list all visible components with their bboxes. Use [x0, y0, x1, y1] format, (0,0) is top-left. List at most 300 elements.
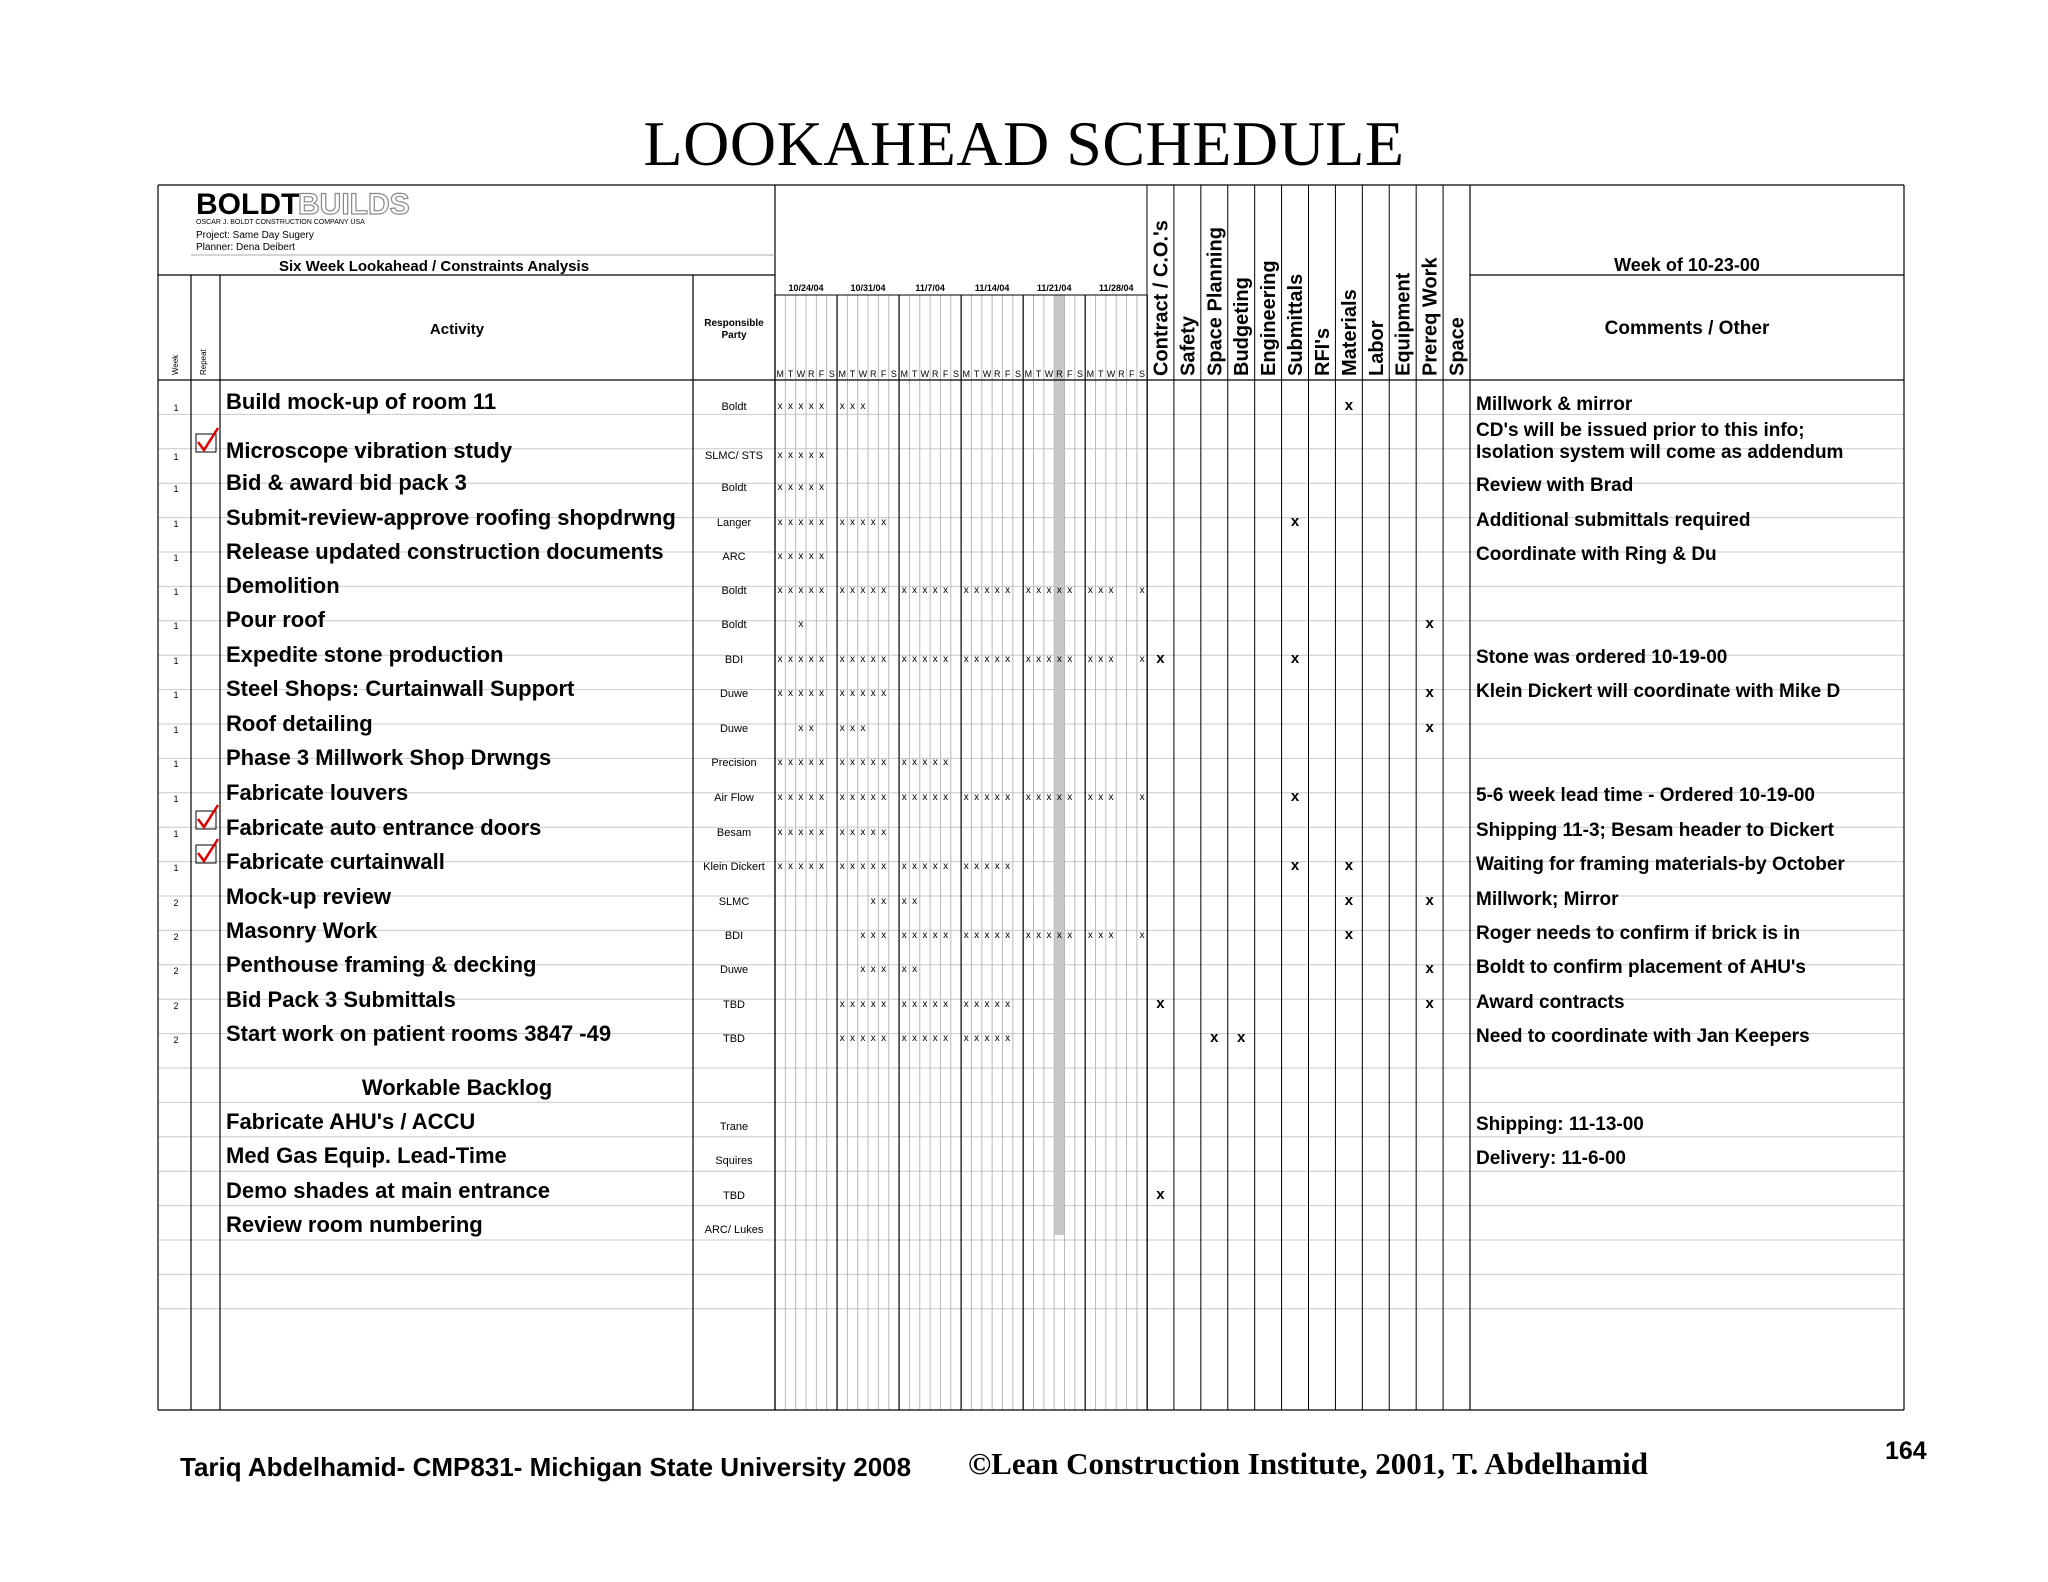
day-mark: x	[819, 861, 825, 872]
day-mark: x	[922, 757, 928, 768]
day-mark: x	[1108, 654, 1114, 665]
day-mark: x	[1025, 792, 1031, 803]
day-mark: x	[912, 896, 918, 907]
day-mark: x	[912, 930, 918, 941]
day-mark: x	[994, 792, 1000, 803]
day-mark: x	[788, 654, 794, 665]
day-mark: x	[808, 723, 814, 734]
day-mark: x	[808, 401, 814, 412]
responsible-party: TBD	[723, 1033, 745, 1045]
logo-builds: BUILDS	[298, 188, 410, 221]
row-week: 1	[173, 863, 179, 873]
day-mark: x	[808, 792, 814, 803]
day-mark: x	[788, 827, 794, 838]
day-mark: x	[963, 585, 969, 596]
day-mark: x	[798, 827, 804, 838]
party-header: Party	[721, 330, 747, 341]
day-mark: x	[901, 654, 907, 665]
planner-line: Planner: Dena Deibert	[196, 242, 295, 253]
day-mark: x	[850, 401, 856, 412]
row-week: 1	[173, 759, 179, 769]
day-mark: x	[932, 654, 938, 665]
constraint-mark: x	[1237, 1029, 1246, 1046]
day-mark: x	[777, 585, 783, 596]
day-mark: x	[870, 585, 876, 596]
day-mark: x	[777, 688, 783, 699]
day-mark: x	[974, 1033, 980, 1044]
day-mark: x	[798, 792, 804, 803]
day-mark: x	[839, 585, 845, 596]
responsible-party: Boldt	[721, 619, 747, 631]
day-mark: x	[1025, 585, 1031, 596]
page-number: 164	[1885, 1437, 1927, 1465]
day-letter: T	[1035, 369, 1042, 379]
page-title: LOOKAHEAD SCHEDULE	[643, 108, 1405, 179]
activity-name: Demolition	[226, 573, 340, 598]
day-letter: S	[890, 369, 897, 379]
activity-name: Bid & award bid pack 3	[226, 470, 467, 495]
day-mark: x	[984, 930, 990, 941]
day-mark: x	[860, 930, 866, 941]
day-mark: x	[850, 861, 856, 872]
day-mark: x	[819, 450, 825, 461]
day-mark: x	[1036, 585, 1042, 596]
day-letter: M	[1024, 369, 1033, 379]
day-mark: x	[974, 585, 980, 596]
constraint-header: Space	[1446, 317, 1469, 376]
day-letter: F	[1004, 369, 1011, 379]
day-mark: x	[777, 401, 783, 412]
day-mark: x	[881, 517, 887, 528]
backlog-comment: Delivery: 11-6-00	[1476, 1148, 1626, 1169]
day-letter: F	[818, 369, 825, 379]
day-mark: x	[901, 930, 907, 941]
day-mark: x	[870, 999, 876, 1010]
day-mark: x	[839, 1033, 845, 1044]
constraint-mark: x	[1344, 397, 1354, 414]
day-mark: x	[860, 585, 866, 596]
responsible-party: BDI	[724, 930, 744, 942]
day-mark: x	[932, 861, 938, 872]
backlog-activity: Med Gas Equip. Lead-Time	[226, 1143, 507, 1168]
day-mark: x	[1005, 930, 1011, 941]
day-mark: x	[943, 999, 949, 1010]
comment-text: Klein Dickert will coordinate with Mike D	[1476, 681, 1841, 702]
week-date: 11/21/04	[1036, 283, 1072, 293]
day-mark: x	[912, 999, 918, 1010]
day-mark: x	[850, 792, 856, 803]
day-letter: M	[776, 369, 784, 379]
comment-text: Roger needs to confirm if brick is in	[1476, 923, 1801, 944]
day-mark: x	[860, 401, 866, 412]
row-week: 2	[173, 966, 179, 976]
day-mark: x	[1036, 792, 1042, 803]
day-letter: S	[1139, 369, 1146, 379]
day-mark: x	[1139, 654, 1145, 665]
day-mark: x	[819, 827, 825, 838]
comment-text: Need to coordinate with Jan Keepers	[1476, 1026, 1810, 1047]
day-mark: x	[1046, 930, 1052, 941]
day-mark: x	[798, 450, 804, 461]
day-mark: x	[1025, 654, 1031, 665]
day-mark: x	[1139, 930, 1145, 941]
constraint-header: Submittals	[1285, 273, 1308, 376]
day-mark: x	[808, 450, 814, 461]
logo-boldt: BOLDT	[196, 188, 300, 221]
day-mark: x	[943, 861, 949, 872]
constraint-mark: x	[1156, 1186, 1165, 1203]
day-mark: x	[881, 585, 887, 596]
day-mark: x	[798, 688, 804, 699]
day-mark: x	[808, 482, 814, 493]
day-mark: x	[994, 585, 1000, 596]
day-mark: x	[963, 930, 969, 941]
day-mark: x	[777, 482, 783, 493]
day-mark: x	[1067, 585, 1073, 596]
responsible-party: Klein Dickert	[703, 861, 765, 873]
day-letter: W	[1106, 369, 1116, 379]
day-mark: x	[860, 517, 866, 528]
day-letter: W	[1044, 369, 1054, 379]
day-mark: x	[881, 861, 887, 872]
row-week: 1	[173, 621, 179, 631]
day-mark: x	[870, 930, 876, 941]
day-mark: x	[943, 585, 949, 596]
constraint-mark: x	[1290, 788, 1300, 805]
day-mark: x	[1067, 930, 1073, 941]
week-date: 10/24/04	[788, 283, 824, 293]
day-letter: F	[942, 369, 949, 379]
constraint-mark: x	[1290, 857, 1300, 874]
day-mark: x	[901, 999, 907, 1010]
day-mark: x	[912, 757, 918, 768]
day-mark: x	[1056, 930, 1062, 941]
constraint-mark: x	[1425, 615, 1434, 632]
day-mark: x	[974, 930, 980, 941]
day-mark: x	[788, 757, 794, 768]
day-mark: x	[777, 827, 783, 838]
activity-name: Microscope vibration study	[226, 438, 513, 463]
repeat-checkbox	[196, 805, 218, 829]
day-letter: M	[962, 369, 971, 379]
day-mark: x	[798, 619, 804, 630]
repeat-checkbox	[196, 839, 218, 863]
day-mark: x	[901, 792, 907, 803]
responsible-party: Duwe	[719, 688, 749, 700]
day-mark: x	[819, 654, 825, 665]
day-mark: x	[819, 517, 825, 528]
day-mark: x	[798, 401, 804, 412]
day-mark: x	[1087, 585, 1093, 596]
day-mark: x	[808, 861, 814, 872]
backlog-party: TBD	[723, 1190, 745, 1202]
day-mark: x	[788, 517, 794, 528]
comment-text: 5-6 week lead time - Ordered 10-19-00	[1476, 785, 1815, 806]
responsible-header: Responsible	[704, 318, 764, 329]
day-mark: x	[788, 861, 794, 872]
day-mark: x	[860, 688, 866, 699]
row-week: 1	[173, 690, 179, 700]
day-mark: x	[881, 930, 887, 941]
week-header: Week	[171, 354, 180, 375]
day-mark: x	[901, 896, 907, 907]
day-letter: M	[900, 369, 908, 379]
day-mark: x	[798, 757, 804, 768]
row-week: 1	[173, 452, 179, 462]
constraint-mark: x	[1344, 892, 1354, 909]
highlight-day-column	[1054, 295, 1064, 1235]
comment-text: Waiting for framing materials-by October	[1476, 854, 1845, 875]
day-mark: x	[1005, 1033, 1011, 1044]
activity-name: Mock-up review	[226, 884, 392, 909]
day-mark: x	[943, 757, 949, 768]
day-mark: x	[963, 1033, 969, 1044]
constraint-mark: x	[1290, 650, 1300, 667]
day-mark: x	[777, 757, 783, 768]
day-mark: x	[777, 551, 783, 562]
day-mark: x	[850, 654, 856, 665]
checkmark-icon	[198, 428, 218, 450]
constraint-mark: x	[1290, 513, 1300, 530]
day-mark: x	[963, 999, 969, 1010]
day-letter: R	[807, 369, 815, 379]
day-mark: x	[839, 688, 845, 699]
day-mark: x	[788, 792, 794, 803]
responsible-party: BDI	[724, 654, 744, 666]
day-mark: x	[1139, 585, 1145, 596]
week-date: 11/7/04	[915, 283, 945, 293]
day-mark: x	[860, 723, 866, 734]
day-mark: x	[1005, 654, 1011, 665]
day-letter: F	[880, 369, 887, 379]
day-letter: F	[1128, 369, 1135, 379]
day-mark: x	[994, 1033, 1000, 1044]
backlog-party: ARC/ Lukes	[704, 1224, 764, 1236]
day-letter: S	[1077, 369, 1084, 379]
day-mark: x	[819, 585, 825, 596]
day-mark: x	[798, 517, 804, 528]
day-mark: x	[839, 401, 845, 412]
day-letter: M	[838, 369, 846, 379]
day-letter: W	[858, 369, 868, 379]
constraint-mark: x	[1425, 684, 1434, 701]
constraint-mark: x	[1344, 926, 1354, 943]
responsible-party: SLMC/ STS	[704, 450, 764, 462]
row-week: 1	[173, 403, 179, 413]
day-letter: W	[920, 369, 930, 379]
day-mark: x	[870, 792, 876, 803]
day-mark: x	[870, 757, 876, 768]
day-letter: T	[973, 369, 980, 379]
day-mark: x	[1067, 792, 1073, 803]
day-mark: x	[819, 401, 825, 412]
day-mark: x	[860, 964, 866, 975]
day-mark: x	[808, 551, 814, 562]
day-mark: x	[1087, 654, 1093, 665]
day-mark: x	[860, 999, 866, 1010]
day-mark: x	[777, 792, 783, 803]
day-mark: x	[922, 585, 928, 596]
day-mark: x	[1067, 654, 1073, 665]
day-mark: x	[1056, 654, 1062, 665]
day-mark: x	[850, 999, 856, 1010]
checkmark-icon	[198, 839, 218, 861]
day-letter: T	[911, 369, 918, 379]
day-mark: x	[839, 723, 845, 734]
day-mark: x	[943, 1033, 949, 1044]
day-mark: x	[984, 654, 990, 665]
row-week: 1	[173, 725, 179, 735]
day-mark: x	[777, 654, 783, 665]
day-mark: x	[994, 654, 1000, 665]
day-mark: x	[819, 757, 825, 768]
day-mark: x	[870, 688, 876, 699]
day-mark: x	[1046, 654, 1052, 665]
day-mark: x	[881, 757, 887, 768]
checkmark-icon	[198, 805, 218, 827]
comment-text: Millwork; Mirror	[1476, 889, 1619, 910]
activity-name: Expedite stone production	[226, 642, 504, 667]
comment-text: Boldt to confirm placement of AHU's	[1476, 957, 1806, 978]
day-mark: x	[850, 757, 856, 768]
responsible-party: Duwe	[719, 723, 749, 735]
day-mark: x	[974, 654, 980, 665]
day-mark: x	[788, 482, 794, 493]
day-mark: x	[1046, 792, 1052, 803]
row-week: 1	[173, 484, 179, 494]
day-mark: x	[798, 654, 804, 665]
day-mark: x	[881, 827, 887, 838]
day-mark: x	[922, 861, 928, 872]
day-mark: x	[850, 723, 856, 734]
day-mark: x	[1108, 585, 1114, 596]
row-week: 1	[173, 656, 179, 666]
day-mark: x	[808, 827, 814, 838]
footer-copyright: ©Lean Construction Institute, 2001, T. Abdelhamid	[968, 1446, 1649, 1481]
day-mark: x	[963, 654, 969, 665]
comment-text: Award contracts	[1476, 992, 1625, 1013]
day-mark: x	[943, 792, 949, 803]
day-mark: x	[808, 517, 814, 528]
activity-name: Build mock-up of room 11	[226, 389, 497, 414]
day-letter: S	[1014, 369, 1021, 379]
backlog-comment: Shipping: 11-13-00	[1476, 1114, 1644, 1135]
responsible-party: SLMC	[718, 896, 750, 908]
project-line: Project: Same Day Sugery	[196, 230, 314, 241]
comment-text: Stone was ordered 10-19-00	[1476, 647, 1728, 668]
day-mark: x	[798, 482, 804, 493]
comment-text: CD's will be issued prior to this info;	[1476, 420, 1805, 441]
constraint-header: Engineering	[1258, 260, 1281, 376]
day-mark: x	[839, 861, 845, 872]
day-mark: x	[870, 517, 876, 528]
row-week: 2	[173, 898, 179, 908]
responsible-party: ARC	[722, 551, 746, 563]
day-mark: x	[881, 792, 887, 803]
activity-name: Fabricate curtainwall	[226, 849, 445, 874]
row-week: 1	[173, 519, 179, 529]
constraint-mark: x	[1156, 995, 1165, 1012]
day-mark: x	[777, 517, 783, 528]
constraint-header: Safety	[1177, 315, 1200, 376]
backlog-party: Squires	[715, 1155, 753, 1167]
day-mark: x	[839, 827, 845, 838]
constraint-mark: x	[1425, 960, 1434, 977]
day-mark: x	[788, 551, 794, 562]
activity-name: Roof detailing	[226, 711, 373, 736]
day-mark: x	[1108, 792, 1114, 803]
day-mark: x	[932, 757, 938, 768]
day-mark: x	[798, 551, 804, 562]
day-mark: x	[860, 654, 866, 665]
day-letter: R	[1118, 369, 1125, 379]
constraint-header: Budgeting	[1231, 277, 1254, 376]
day-mark: x	[984, 861, 990, 872]
day-mark: x	[870, 827, 876, 838]
activity-name: Release updated construction documents	[226, 539, 664, 564]
day-mark: x	[819, 688, 825, 699]
responsible-party: Precision	[711, 757, 757, 769]
day-mark: x	[984, 1033, 990, 1044]
day-letter: M	[1086, 369, 1095, 379]
activity-name: Submit-review-approve roofing shopdrwng	[226, 505, 676, 530]
day-mark: x	[850, 688, 856, 699]
day-mark: x	[901, 964, 907, 975]
day-mark: x	[850, 517, 856, 528]
day-mark: x	[819, 482, 825, 493]
constraint-header: Materials	[1338, 289, 1361, 376]
day-mark: x	[881, 964, 887, 975]
day-mark: x	[839, 757, 845, 768]
day-mark: x	[922, 1033, 928, 1044]
week-of-label: Week of 10-23-00	[1614, 255, 1760, 275]
day-letter: R	[869, 369, 877, 379]
constraint-mark: x	[1425, 892, 1434, 909]
day-mark: x	[839, 654, 845, 665]
day-mark: x	[839, 999, 845, 1010]
constraint-mark: x	[1210, 1029, 1219, 1046]
day-mark: x	[870, 896, 876, 907]
day-mark: x	[808, 688, 814, 699]
constraint-header: Contract / C.O.'s	[1150, 220, 1173, 376]
constraint-header: Prereq Work	[1419, 257, 1442, 376]
day-mark: x	[798, 723, 804, 734]
day-letter: T	[849, 369, 856, 379]
constraint-header: Equipment	[1392, 272, 1415, 376]
day-mark: x	[932, 930, 938, 941]
day-mark: x	[974, 861, 980, 872]
day-mark: x	[994, 861, 1000, 872]
comments-header: Comments / Other	[1604, 318, 1770, 339]
constraint-mark: x	[1425, 719, 1434, 736]
day-letter: W	[796, 369, 806, 379]
day-mark: x	[798, 861, 804, 872]
day-mark: x	[788, 450, 794, 461]
day-mark: x	[788, 688, 794, 699]
day-mark: x	[901, 585, 907, 596]
constraint-mark: x	[1425, 995, 1434, 1012]
day-mark: x	[1098, 654, 1104, 665]
comment-text: Review with Brad	[1476, 475, 1634, 496]
day-mark: x	[819, 551, 825, 562]
day-mark: x	[850, 585, 856, 596]
week-date: 10/31/04	[850, 283, 886, 293]
day-mark: x	[1098, 930, 1104, 941]
activity-name: Pour roof	[226, 607, 325, 632]
activity-header: Activity	[429, 321, 485, 338]
responsible-party: Besam	[716, 827, 752, 839]
activity-name: Bid Pack 3 Submittals	[226, 987, 456, 1012]
